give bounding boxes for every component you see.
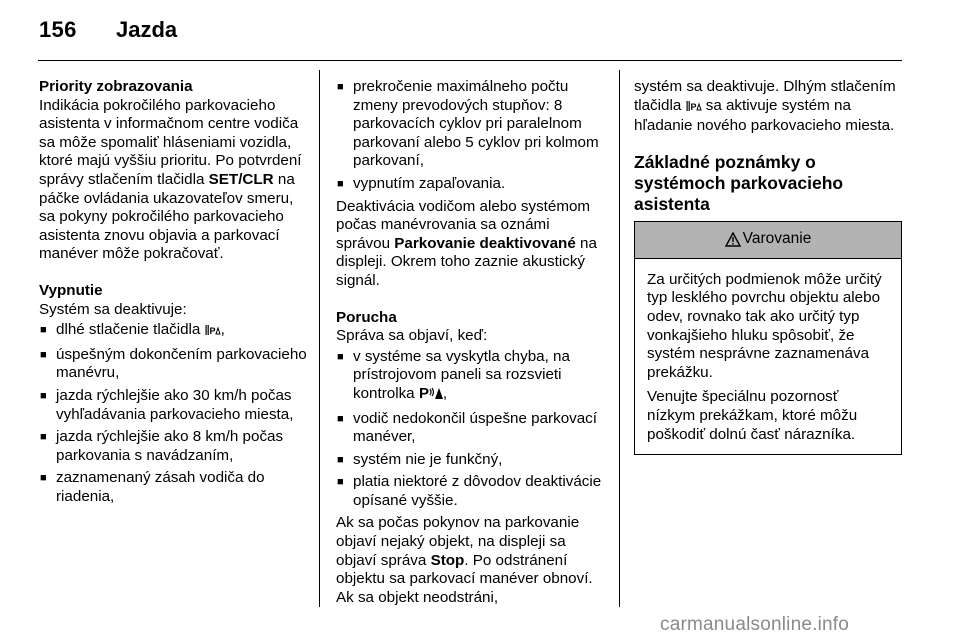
warning-title: Varovanie bbox=[742, 230, 812, 248]
list-item: ■ jazda rýchlejšie ako 8 km/h počas parkovania s navádzaním, bbox=[39, 428, 307, 465]
parking-warning-lamp-icon bbox=[419, 385, 443, 406]
list-item: ■ prekročenie maximálneho počtu zmeny prevodových stupňov: 8 parkovacích cyklov pri paralelnom parkovaní alebo 5 cyklov pri kolmom parkovaní, bbox=[336, 78, 606, 171]
parking-assist-button-icon bbox=[686, 99, 702, 118]
continuation-paragraph: systém sa deaktivuje. Dlhým stlačením tlačidla P sa aktivuje systém na hľadanie nového parkovacieho miesta. bbox=[634, 78, 896, 135]
list-item: ■ systém nie je funkčný, bbox=[336, 451, 606, 470]
section-heading: Základné poznámky o systémoch parkovacieho asistenta bbox=[634, 151, 844, 214]
deactivation-paragraph: Deaktivácia vodičom alebo systémom počas manévrovania sa oznámi správou Parkovanie deaktivované na displeji. Okrem toho zaznie akustický signál. bbox=[336, 197, 597, 289]
warning-box bbox=[634, 221, 902, 455]
column-1 bbox=[39, 78, 307, 510]
column-divider bbox=[319, 70, 320, 607]
vypnutie-intro: Systém sa deaktivuje: bbox=[39, 300, 187, 318]
page-number: 156 bbox=[39, 17, 77, 42]
list-item: ■ jazda rýchlejšie ako 30 km/h počas vyhľadávania parkovacieho miesta, bbox=[39, 387, 307, 424]
vypnutie-list bbox=[39, 321, 307, 506]
column-3 bbox=[634, 78, 902, 455]
list-item: ■ úspešným dokončením parkovacieho manévru, bbox=[39, 346, 307, 383]
svg-text:P: P bbox=[690, 101, 697, 112]
warning-body bbox=[635, 259, 901, 454]
svg-text:P: P bbox=[209, 326, 216, 337]
parkovanie-deaktivovane-label: Parkovanie deaktivované bbox=[394, 234, 576, 252]
warning-triangle-icon bbox=[725, 232, 741, 247]
list-item: ■ zaznamenaný zásah vodiča do riadenia, bbox=[39, 469, 307, 506]
warning-paragraph: Venujte špeciálnu pozornosť nízkym prekážkam, ktoré môžu poškodiť dolnú časť nárazníka. bbox=[647, 388, 858, 443]
set-clr-label: SET/CLR bbox=[208, 170, 274, 188]
deactivation-list bbox=[336, 78, 606, 194]
stop-paragraph: Ak sa počas pokynov na parkovanie objaví nejaký objekt, na displeji sa objaví správa Stop. Po odstránení objektu sa parkovací manéver obnoví. Ak sa objekt neodstráni, bbox=[336, 514, 593, 606]
priority-paragraph: Indikácia pokročilého parkovacieho asistenta v informačnom centre vodiča sa môže spomaliť hláseniami vozidla, ktoré majú vyššiu prioritu. Po potvrdení správy stlačením tlačidla SET/CLR na páčke ovládania ukazovateľov smeru, sa pokyny pokročilého parkovacieho asistenta znovu objavia a parkovací manéver môže pokračovať. bbox=[39, 96, 302, 263]
stop-label: Stop bbox=[430, 551, 465, 569]
column-divider bbox=[619, 70, 620, 607]
priority-heading: Priority zobrazovania bbox=[39, 78, 193, 95]
porucha-list bbox=[336, 348, 606, 511]
svg-text:P: P bbox=[418, 384, 429, 400]
header-rule bbox=[38, 60, 902, 61]
list-item: ■ v systéme sa vyskytla chyba, na prístrojovom paneli sa rozsvieti kontrolka P , bbox=[336, 348, 606, 406]
page-header bbox=[0, 0, 960, 62]
warning-paragraph: Za určitých podmienok môže určitý typ lesklého povrchu objektu alebo odev, rovnako tak ako určitý typ vonkajšieho hluku spôsobiť, že systém nesprávne zaznamenáva prekážku. bbox=[647, 270, 882, 381]
list-item: ■ platia niektoré z dôvodov deaktivácie opísané vyššie. bbox=[336, 473, 606, 510]
porucha-heading: Porucha bbox=[336, 308, 397, 326]
list-item: ■ vypnutím zapaľovania. bbox=[336, 175, 606, 194]
list-item: ■ dlhé stlačenie tlačidla P , bbox=[39, 321, 307, 342]
parking-assist-button-icon bbox=[205, 323, 221, 342]
vypnutie-heading: Vypnutie bbox=[39, 281, 103, 299]
warning-header bbox=[635, 222, 901, 259]
porucha-intro: Správa sa objaví, keď: bbox=[336, 327, 488, 345]
column-2 bbox=[336, 78, 606, 607]
list-item: ■ vodič nedokončil úspešne parkovací manéver, bbox=[336, 410, 606, 447]
section-title: Jazda bbox=[116, 17, 178, 42]
watermark: carmanualsonline.info bbox=[660, 614, 850, 635]
